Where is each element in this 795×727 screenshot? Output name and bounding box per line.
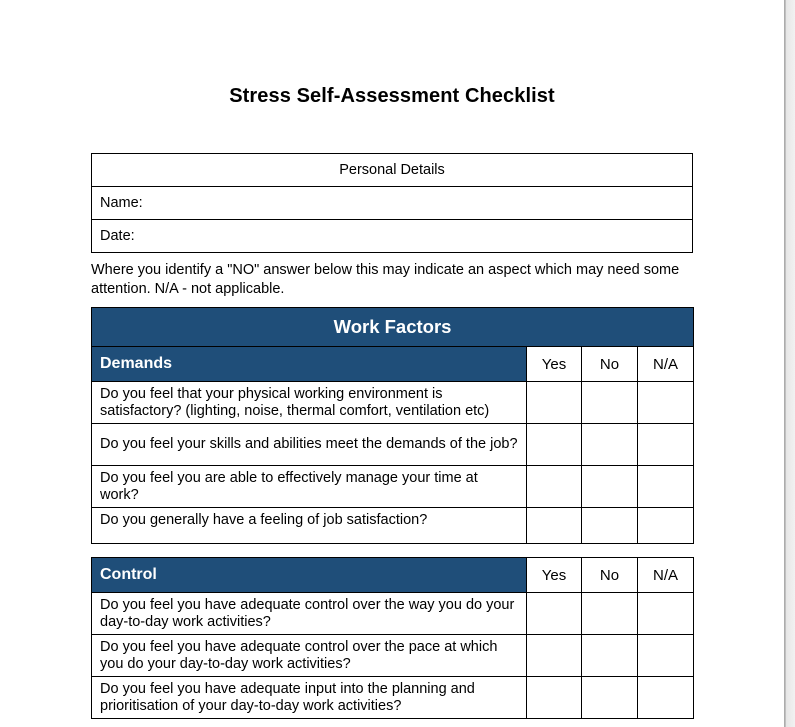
personal-details-header: Personal Details — [92, 154, 693, 187]
answer-na-cell[interactable] — [638, 424, 694, 466]
control-section-heading: Control — [92, 558, 527, 593]
answer-yes-cell[interactable] — [527, 424, 582, 466]
answer-yes-cell[interactable] — [527, 635, 582, 677]
question-row — [92, 424, 694, 466]
answer-yes-cell[interactable] — [527, 593, 582, 635]
demands-table — [91, 307, 694, 544]
answer-no-cell[interactable] — [582, 424, 638, 466]
question-text: Do you feel you have adequate control over the way you do your day-to-day work activities? — [92, 593, 527, 635]
answer-no-cell[interactable] — [582, 593, 638, 635]
answer-na-cell[interactable] — [638, 508, 694, 544]
question-row — [92, 593, 694, 635]
page-edge-shadow — [784, 0, 795, 727]
answer-na-cell[interactable] — [638, 593, 694, 635]
name-field[interactable]: Name: — [92, 187, 693, 220]
question-text: Do you feel you have adequate control over the pace at which you do your day-to-day work activities? — [92, 635, 527, 677]
work-factors-heading: Work Factors — [92, 308, 694, 347]
personal-details-table — [91, 153, 693, 253]
answer-no-cell[interactable] — [582, 382, 638, 424]
yes-column-header: Yes — [527, 558, 582, 593]
answer-yes-cell[interactable] — [527, 382, 582, 424]
answer-no-cell[interactable] — [582, 635, 638, 677]
instruction-note: Where you identify a "NO" answer below this may indicate an aspect which may need some attention. N/A - not applicable. — [91, 262, 680, 297]
date-field[interactable]: Date: — [92, 220, 693, 253]
answer-na-cell[interactable] — [638, 677, 694, 719]
answer-na-cell[interactable] — [638, 382, 694, 424]
na-column-header: N/A — [638, 347, 694, 382]
answer-yes-cell[interactable] — [527, 466, 582, 508]
page-title: Stress Self-Assessment Checklist — [229, 85, 555, 107]
question-text: Do you feel you are able to effectively manage your time at work? — [92, 466, 527, 508]
answer-no-cell[interactable] — [582, 466, 638, 508]
answer-no-cell[interactable] — [582, 677, 638, 719]
no-column-header: No — [582, 347, 638, 382]
question-row — [92, 382, 694, 424]
na-column-header: N/A — [638, 558, 694, 593]
control-table — [91, 557, 694, 719]
question-text: Do you feel your skills and abilities meet the demands of the job? — [92, 424, 527, 466]
no-column-header: No — [582, 558, 638, 593]
answer-na-cell[interactable] — [638, 466, 694, 508]
answer-no-cell[interactable] — [582, 508, 638, 544]
question-row — [92, 466, 694, 508]
question-row — [92, 508, 694, 544]
answer-na-cell[interactable] — [638, 635, 694, 677]
answer-yes-cell[interactable] — [527, 677, 582, 719]
question-row — [92, 635, 694, 677]
question-text: Do you generally have a feeling of job satisfaction? — [92, 508, 527, 544]
answer-yes-cell[interactable] — [527, 508, 582, 544]
question-text: Do you feel you have adequate input into the planning and prioritisation of your day-to-day work activities? — [92, 677, 527, 719]
demands-section-heading: Demands — [92, 347, 527, 382]
yes-column-header: Yes — [527, 347, 582, 382]
question-row — [92, 677, 694, 719]
question-text: Do you feel that your physical working environment is satisfactory? (lighting, noise, thermal comfort, ventilation etc) — [92, 382, 527, 424]
